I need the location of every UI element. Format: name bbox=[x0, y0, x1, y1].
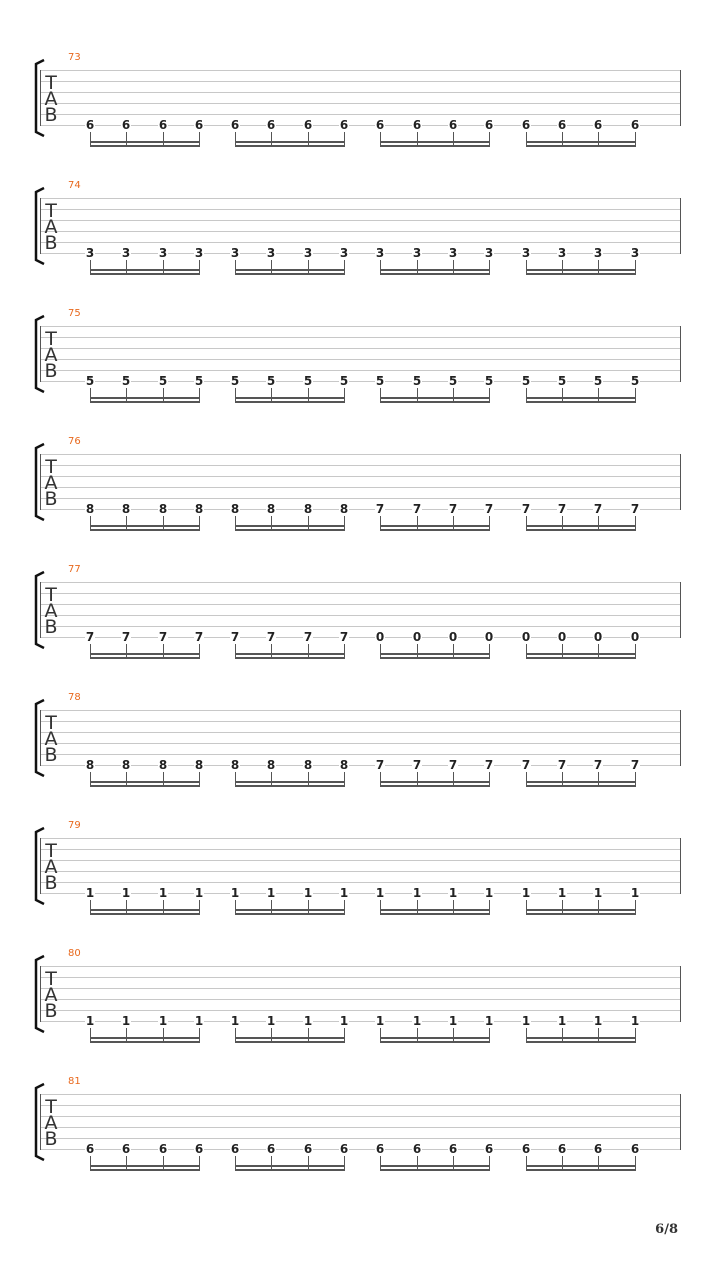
fret-number: 7 bbox=[557, 502, 567, 516]
tab-clef-letter: T bbox=[45, 584, 57, 606]
fret-number: 5 bbox=[158, 374, 168, 388]
fret-number: 1 bbox=[412, 886, 422, 900]
bar-number: 77 bbox=[68, 564, 81, 575]
beam bbox=[90, 781, 200, 783]
fret-number: 1 bbox=[593, 1014, 603, 1028]
tab-clef-letter: A bbox=[44, 88, 58, 110]
fret-number: 3 bbox=[557, 246, 567, 260]
fret-number: 8 bbox=[303, 502, 313, 516]
fret-number: 8 bbox=[85, 758, 95, 772]
beam bbox=[90, 657, 200, 659]
fret-number: 5 bbox=[412, 374, 422, 388]
fret-number: 8 bbox=[158, 502, 168, 516]
beam bbox=[90, 1041, 200, 1043]
beam bbox=[90, 269, 200, 271]
tab-staff bbox=[0, 436, 720, 564]
beam bbox=[90, 1037, 200, 1039]
tab-clef-letter: B bbox=[44, 232, 58, 254]
fret-number: 6 bbox=[121, 1142, 131, 1156]
fret-number: 8 bbox=[85, 502, 95, 516]
beam bbox=[380, 397, 490, 399]
fret-number: 5 bbox=[194, 374, 204, 388]
fret-number: 6 bbox=[266, 1142, 276, 1156]
fret-number: 7 bbox=[593, 758, 603, 772]
beam bbox=[90, 141, 200, 143]
fret-number: 7 bbox=[158, 630, 168, 644]
fret-number: 0 bbox=[521, 630, 531, 644]
tab-clef-letter: A bbox=[44, 472, 58, 494]
beam bbox=[526, 141, 636, 143]
tab-clef-letter: A bbox=[44, 984, 58, 1006]
bar-number: 80 bbox=[68, 948, 81, 959]
fret-number: 8 bbox=[158, 758, 168, 772]
tab-clef-letter: B bbox=[44, 104, 58, 126]
tab-clef-letter: T bbox=[45, 200, 57, 222]
fret-number: 5 bbox=[303, 374, 313, 388]
beam bbox=[380, 657, 490, 659]
beam bbox=[235, 1165, 345, 1167]
beam bbox=[526, 401, 636, 403]
tab-clef-letter: T bbox=[45, 840, 57, 862]
beam bbox=[235, 525, 345, 527]
tab-staff bbox=[0, 692, 720, 820]
fret-number: 1 bbox=[521, 1014, 531, 1028]
beam bbox=[235, 273, 345, 275]
beam bbox=[235, 401, 345, 403]
fret-number: 8 bbox=[230, 502, 240, 516]
fret-number: 6 bbox=[448, 118, 458, 132]
tab-system bbox=[0, 308, 720, 436]
beam bbox=[526, 529, 636, 531]
fret-number: 7 bbox=[303, 630, 313, 644]
beam bbox=[90, 909, 200, 911]
fret-number: 1 bbox=[303, 886, 313, 900]
beam bbox=[380, 1169, 490, 1171]
fret-number: 1 bbox=[412, 1014, 422, 1028]
fret-number: 7 bbox=[194, 630, 204, 644]
tab-clef-letter: T bbox=[45, 968, 57, 990]
beam bbox=[526, 913, 636, 915]
fret-number: 7 bbox=[339, 630, 349, 644]
tab-system bbox=[0, 1076, 720, 1204]
tab-system bbox=[0, 820, 720, 948]
beam bbox=[380, 913, 490, 915]
beam bbox=[380, 269, 490, 271]
fret-number: 6 bbox=[375, 118, 385, 132]
beam bbox=[526, 653, 636, 655]
fret-number: 5 bbox=[339, 374, 349, 388]
fret-number: 7 bbox=[85, 630, 95, 644]
tab-staff bbox=[0, 308, 720, 436]
fret-number: 6 bbox=[375, 1142, 385, 1156]
fret-number: 3 bbox=[339, 246, 349, 260]
beam bbox=[380, 781, 490, 783]
tab-clef-letter: T bbox=[45, 328, 57, 350]
fret-number: 6 bbox=[521, 1142, 531, 1156]
beam bbox=[526, 525, 636, 527]
fret-number: 1 bbox=[266, 1014, 276, 1028]
fret-number: 6 bbox=[230, 1142, 240, 1156]
fret-number: 5 bbox=[375, 374, 385, 388]
fret-number: 1 bbox=[557, 886, 567, 900]
fret-number: 7 bbox=[448, 758, 458, 772]
fret-number: 6 bbox=[158, 1142, 168, 1156]
tab-staff bbox=[0, 820, 720, 948]
fret-number: 6 bbox=[484, 1142, 494, 1156]
tab-staff bbox=[0, 564, 720, 692]
fret-number: 7 bbox=[375, 502, 385, 516]
fret-number: 5 bbox=[266, 374, 276, 388]
beam bbox=[235, 141, 345, 143]
beam bbox=[235, 781, 345, 783]
beam bbox=[380, 785, 490, 787]
beam bbox=[90, 397, 200, 399]
beam bbox=[380, 145, 490, 147]
tab-clef-letter: B bbox=[44, 872, 58, 894]
beam bbox=[526, 657, 636, 659]
fret-number: 0 bbox=[557, 630, 567, 644]
beam bbox=[526, 269, 636, 271]
beam bbox=[380, 1037, 490, 1039]
bar-number: 74 bbox=[68, 180, 81, 191]
bar-number: 81 bbox=[68, 1076, 81, 1087]
beam bbox=[90, 529, 200, 531]
fret-number: 1 bbox=[194, 886, 204, 900]
fret-number: 1 bbox=[121, 886, 131, 900]
fret-number: 8 bbox=[121, 758, 131, 772]
tab-clef-letter: B bbox=[44, 488, 58, 510]
beam bbox=[380, 525, 490, 527]
fret-number: 5 bbox=[85, 374, 95, 388]
fret-number: 1 bbox=[230, 886, 240, 900]
beam bbox=[90, 913, 200, 915]
fret-number: 6 bbox=[339, 1142, 349, 1156]
tab-system bbox=[0, 564, 720, 692]
fret-number: 6 bbox=[630, 118, 640, 132]
tab-staff bbox=[0, 180, 720, 308]
tab-clef-letter: A bbox=[44, 856, 58, 878]
fret-number: 0 bbox=[484, 630, 494, 644]
bar-number: 75 bbox=[68, 308, 81, 319]
beam bbox=[235, 653, 345, 655]
fret-number: 5 bbox=[630, 374, 640, 388]
tab-clef-letter: A bbox=[44, 728, 58, 750]
beam bbox=[235, 397, 345, 399]
fret-number: 6 bbox=[194, 1142, 204, 1156]
fret-number: 7 bbox=[484, 758, 494, 772]
fret-number: 5 bbox=[557, 374, 567, 388]
beam bbox=[235, 1169, 345, 1171]
tab-clef-letter: A bbox=[44, 600, 58, 622]
bar-number: 78 bbox=[68, 692, 81, 703]
fret-number: 1 bbox=[158, 1014, 168, 1028]
fret-number: 6 bbox=[194, 118, 204, 132]
fret-number: 6 bbox=[448, 1142, 458, 1156]
tab-system bbox=[0, 436, 720, 564]
fret-number: 6 bbox=[303, 118, 313, 132]
beam bbox=[380, 653, 490, 655]
fret-number: 7 bbox=[412, 758, 422, 772]
beam bbox=[235, 913, 345, 915]
fret-number: 3 bbox=[303, 246, 313, 260]
tab-system bbox=[0, 948, 720, 1076]
beam bbox=[90, 273, 200, 275]
fret-number: 1 bbox=[448, 886, 458, 900]
beam bbox=[235, 1037, 345, 1039]
tab-system bbox=[0, 52, 720, 180]
beam bbox=[380, 529, 490, 531]
fret-number: 6 bbox=[412, 118, 422, 132]
tab-clef-letter: B bbox=[44, 744, 58, 766]
fret-number: 5 bbox=[484, 374, 494, 388]
fret-number: 3 bbox=[266, 246, 276, 260]
beam bbox=[90, 1169, 200, 1171]
tab-system bbox=[0, 180, 720, 308]
fret-number: 8 bbox=[266, 758, 276, 772]
fret-number: 7 bbox=[375, 758, 385, 772]
tab-clef-letter: A bbox=[44, 216, 58, 238]
fret-number: 5 bbox=[521, 374, 531, 388]
fret-number: 6 bbox=[339, 118, 349, 132]
fret-number: 1 bbox=[303, 1014, 313, 1028]
bar-number: 76 bbox=[68, 436, 81, 447]
fret-number: 0 bbox=[630, 630, 640, 644]
beam bbox=[526, 1169, 636, 1171]
beam bbox=[235, 529, 345, 531]
fret-number: 6 bbox=[266, 118, 276, 132]
bar-number: 79 bbox=[68, 820, 81, 831]
fret-number: 8 bbox=[339, 502, 349, 516]
beam bbox=[90, 145, 200, 147]
fret-number: 3 bbox=[593, 246, 603, 260]
beam bbox=[90, 653, 200, 655]
beam bbox=[90, 525, 200, 527]
fret-number: 7 bbox=[448, 502, 458, 516]
beam bbox=[235, 1041, 345, 1043]
beam bbox=[526, 1165, 636, 1167]
fret-number: 8 bbox=[121, 502, 131, 516]
fret-number: 8 bbox=[194, 502, 204, 516]
beam bbox=[90, 785, 200, 787]
beam bbox=[235, 145, 345, 147]
tab-staff bbox=[0, 1076, 720, 1204]
fret-number: 8 bbox=[266, 502, 276, 516]
beam bbox=[380, 1165, 490, 1167]
beam bbox=[526, 781, 636, 783]
fret-number: 6 bbox=[593, 118, 603, 132]
fret-number: 1 bbox=[85, 1014, 95, 1028]
fret-number: 1 bbox=[230, 1014, 240, 1028]
fret-number: 3 bbox=[158, 246, 168, 260]
fret-number: 7 bbox=[630, 758, 640, 772]
fret-number: 7 bbox=[121, 630, 131, 644]
fret-number: 7 bbox=[484, 502, 494, 516]
fret-number: 7 bbox=[230, 630, 240, 644]
fret-number: 1 bbox=[121, 1014, 131, 1028]
tab-clef-letter: B bbox=[44, 1000, 58, 1022]
fret-number: 6 bbox=[630, 1142, 640, 1156]
fret-number: 6 bbox=[121, 118, 131, 132]
fret-number: 3 bbox=[630, 246, 640, 260]
beam bbox=[526, 145, 636, 147]
fret-number: 6 bbox=[303, 1142, 313, 1156]
fret-number: 7 bbox=[521, 502, 531, 516]
fret-number: 6 bbox=[484, 118, 494, 132]
fret-number: 7 bbox=[412, 502, 422, 516]
tab-clef-letter: T bbox=[45, 72, 57, 94]
fret-number: 0 bbox=[593, 630, 603, 644]
fret-number: 3 bbox=[484, 246, 494, 260]
fret-number: 6 bbox=[230, 118, 240, 132]
tab-clef-letter: T bbox=[45, 712, 57, 734]
fret-number: 8 bbox=[194, 758, 204, 772]
fret-number: 6 bbox=[593, 1142, 603, 1156]
beam bbox=[90, 1165, 200, 1167]
beam bbox=[380, 909, 490, 911]
fret-number: 3 bbox=[85, 246, 95, 260]
beam bbox=[526, 909, 636, 911]
tab-clef-letter: T bbox=[45, 456, 57, 478]
beam bbox=[526, 397, 636, 399]
fret-number: 5 bbox=[230, 374, 240, 388]
fret-number: 7 bbox=[630, 502, 640, 516]
tab-clef-letter: A bbox=[44, 344, 58, 366]
fret-number: 5 bbox=[593, 374, 603, 388]
fret-number: 6 bbox=[158, 118, 168, 132]
bar-number: 73 bbox=[68, 52, 81, 63]
fret-number: 7 bbox=[521, 758, 531, 772]
fret-number: 3 bbox=[121, 246, 131, 260]
tab-clef-letter: B bbox=[44, 1128, 58, 1150]
fret-number: 1 bbox=[484, 1014, 494, 1028]
fret-number: 3 bbox=[230, 246, 240, 260]
fret-number: 0 bbox=[375, 630, 385, 644]
fret-number: 6 bbox=[85, 1142, 95, 1156]
fret-number: 7 bbox=[266, 630, 276, 644]
fret-number: 6 bbox=[412, 1142, 422, 1156]
fret-number: 3 bbox=[412, 246, 422, 260]
fret-number: 8 bbox=[339, 758, 349, 772]
tab-clef-letter: B bbox=[44, 360, 58, 382]
fret-number: 1 bbox=[375, 886, 385, 900]
fret-number: 6 bbox=[557, 1142, 567, 1156]
beam bbox=[526, 273, 636, 275]
fret-number: 7 bbox=[593, 502, 603, 516]
beam bbox=[380, 401, 490, 403]
tab-clef-letter: A bbox=[44, 1112, 58, 1134]
beam bbox=[235, 657, 345, 659]
tab-clef-letter: T bbox=[45, 1096, 57, 1118]
beam bbox=[235, 269, 345, 271]
fret-number: 1 bbox=[484, 886, 494, 900]
beam bbox=[526, 1041, 636, 1043]
tab-staff bbox=[0, 948, 720, 1076]
beam bbox=[526, 785, 636, 787]
fret-number: 1 bbox=[630, 1014, 640, 1028]
fret-number: 3 bbox=[375, 246, 385, 260]
fret-number: 1 bbox=[266, 886, 276, 900]
fret-number: 5 bbox=[448, 374, 458, 388]
fret-number: 1 bbox=[630, 886, 640, 900]
beam bbox=[380, 141, 490, 143]
fret-number: 0 bbox=[412, 630, 422, 644]
fret-number: 3 bbox=[194, 246, 204, 260]
fret-number: 3 bbox=[448, 246, 458, 260]
fret-number: 6 bbox=[85, 118, 95, 132]
fret-number: 0 bbox=[448, 630, 458, 644]
fret-number: 1 bbox=[339, 886, 349, 900]
fret-number: 5 bbox=[121, 374, 131, 388]
fret-number: 6 bbox=[557, 118, 567, 132]
fret-number: 1 bbox=[448, 1014, 458, 1028]
fret-number: 6 bbox=[521, 118, 531, 132]
fret-number: 1 bbox=[375, 1014, 385, 1028]
beam bbox=[380, 1041, 490, 1043]
fret-number: 1 bbox=[521, 886, 531, 900]
fret-number: 1 bbox=[194, 1014, 204, 1028]
fret-number: 1 bbox=[158, 886, 168, 900]
tab-system bbox=[0, 692, 720, 820]
fret-number: 1 bbox=[85, 886, 95, 900]
tab-staff bbox=[0, 52, 720, 180]
beam bbox=[526, 1037, 636, 1039]
fret-number: 1 bbox=[557, 1014, 567, 1028]
fret-number: 1 bbox=[593, 886, 603, 900]
fret-number: 8 bbox=[303, 758, 313, 772]
page-number: 6/8 bbox=[655, 1222, 678, 1237]
beam bbox=[235, 785, 345, 787]
tab-clef-letter: B bbox=[44, 616, 58, 638]
beam bbox=[380, 273, 490, 275]
beam bbox=[90, 401, 200, 403]
fret-number: 7 bbox=[557, 758, 567, 772]
fret-number: 3 bbox=[521, 246, 531, 260]
beam bbox=[235, 909, 345, 911]
fret-number: 8 bbox=[230, 758, 240, 772]
fret-number: 1 bbox=[339, 1014, 349, 1028]
